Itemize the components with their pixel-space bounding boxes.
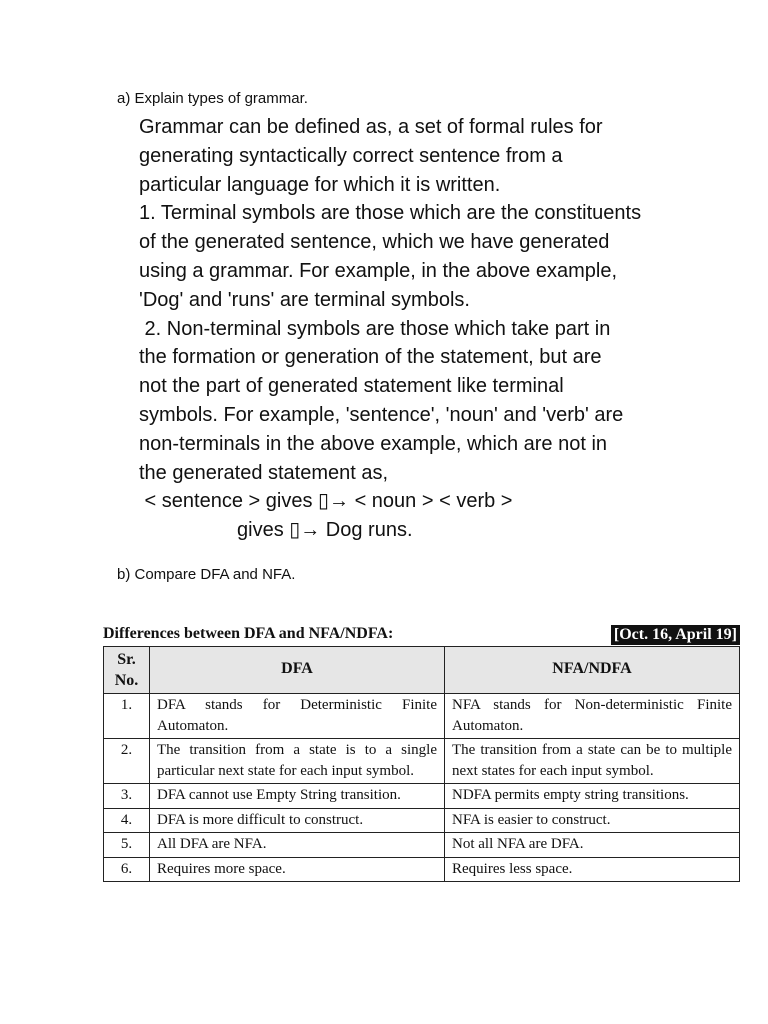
cell-sr: 4. <box>104 808 150 833</box>
cell-dfa: DFA cannot use Empty String transition. <box>150 784 445 809</box>
cell-sr: 2. <box>104 739 150 784</box>
cell-nfa: NDFA permits empty string transitions. <box>445 784 740 809</box>
cell-sr: 3. <box>104 784 150 809</box>
cell-sr: 6. <box>104 857 150 882</box>
question-a-label: a) Explain types of grammar. <box>117 90 308 107</box>
answer-line: the formation or generation of the statement, but are <box>139 346 602 369</box>
comparison-table <box>103 646 740 882</box>
answer-line: of the generated sentence, which we have generated <box>139 231 610 254</box>
cell-sr: 5. <box>104 833 150 858</box>
table-row <box>104 784 740 809</box>
answer-line: using a grammar. For example, in the above example, <box>139 259 618 282</box>
cell-nfa: Not all NFA are DFA. <box>445 833 740 858</box>
table-row <box>104 739 740 784</box>
answer-line: generating syntactically correct sentence from a <box>139 144 563 167</box>
cell-dfa: All DFA are NFA. <box>150 833 445 858</box>
header-nfa: NFA/NDFA <box>445 647 740 694</box>
header-sr-no: Sr. No. <box>104 647 150 694</box>
table-row <box>104 808 740 833</box>
question-b-label: b) Compare DFA and NFA. <box>117 566 296 583</box>
answer-line: Grammar can be defined as, a set of formal rules for <box>139 116 603 138</box>
cell-dfa: DFA is more difficult to construct. <box>150 808 445 833</box>
answer-line: < sentence > gives ▯→ < noun > < verb > <box>139 490 513 513</box>
cell-nfa: NFA is easier to construct. <box>445 808 740 833</box>
cell-dfa: DFA stands for Deterministic Finite Automaton. <box>150 694 445 739</box>
answer-line: particular language for which it is written. <box>139 173 501 196</box>
table-title-bar <box>103 625 740 647</box>
table-row <box>104 857 740 882</box>
table-row <box>104 833 740 858</box>
answer-line: 1. Terminal symbols are those which are the constituents <box>139 202 642 225</box>
answer-line: non-terminals in the above example, which are not in <box>139 432 608 455</box>
cell-nfa: The transition from a state can be to multiple next states for each input symbol. <box>445 739 740 784</box>
answer-line-last: gives ▯→ Dog runs. <box>237 519 413 542</box>
answer-line: not the part of generated statement like terminal <box>139 375 564 398</box>
header-dfa: DFA <box>150 647 445 694</box>
answer-a <box>139 113 759 545</box>
cell-dfa: The transition from a state is to a single particular next state for each input symbol. <box>150 739 445 784</box>
answer-line: 'Dog' and 'runs' are terminal symbols. <box>139 288 470 311</box>
cell-nfa: NFA stands for Non-deterministic Finite Automaton. <box>445 694 740 739</box>
table-title: Differences between DFA and NFA/NDFA: <box>103 625 394 642</box>
table-row <box>104 694 740 739</box>
answer-line: 2. Non-terminal symbols are those which take part in <box>139 317 611 340</box>
exam-source-badge: [Oct. 16, April 19] <box>611 625 740 645</box>
answer-line: the generated statement as, <box>139 461 389 484</box>
answer-line: symbols. For example, 'sentence', 'noun' and 'verb' are <box>139 403 624 426</box>
table-header-row <box>104 647 740 694</box>
cell-dfa: Requires more space. <box>150 857 445 882</box>
cell-sr: 1. <box>104 694 150 739</box>
cell-nfa: Requires less space. <box>445 857 740 882</box>
